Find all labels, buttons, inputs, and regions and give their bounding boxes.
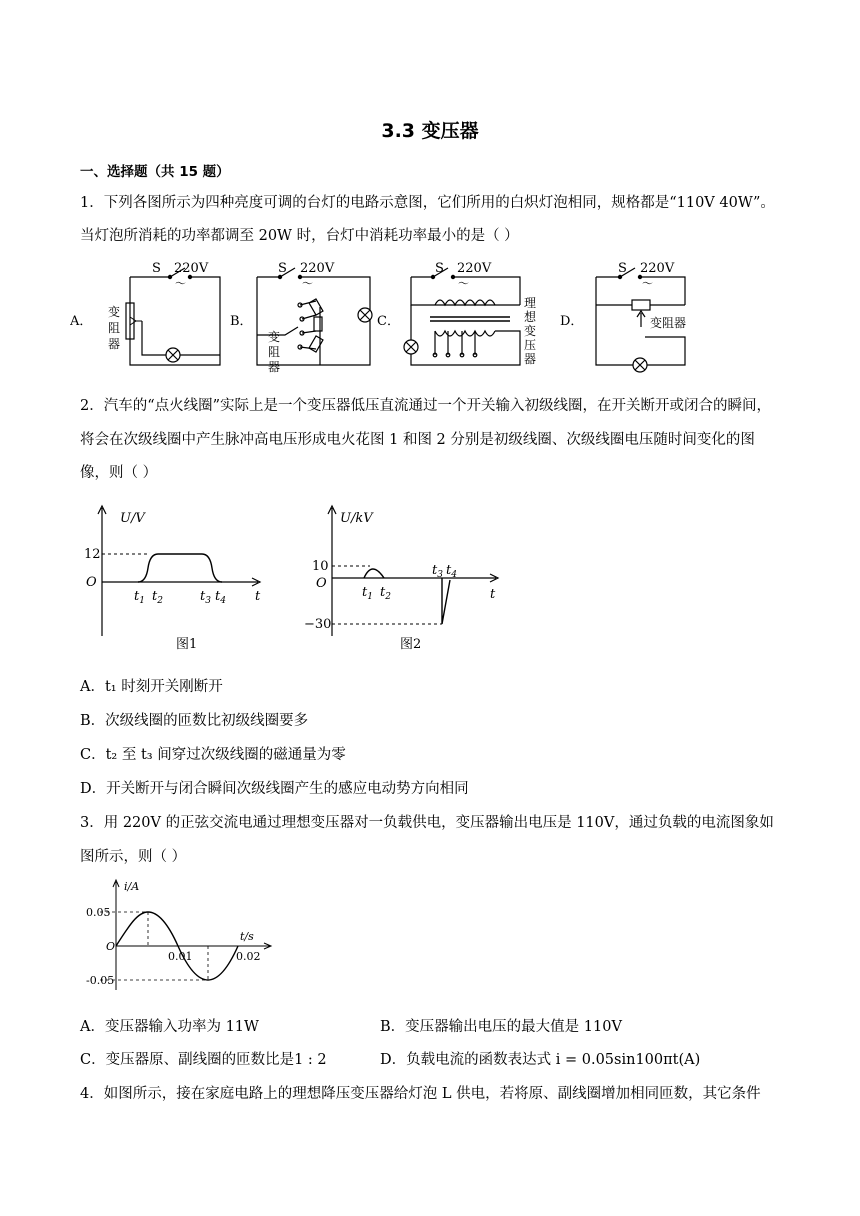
page-title: 3.3 变压器 [381, 120, 479, 142]
q1-option-c-label: C． [377, 314, 400, 329]
svg-text:O: O [316, 576, 327, 591]
svg-text:器: 器 [268, 360, 281, 374]
q4-text-line1: 4．如图所示，接在家庭电路上的理想降压变压器给灯泡 L 供电，若将原、副线圈增加相同匝数，其它条件 [80, 1086, 761, 1102]
q2-figure-2 [300, 500, 510, 660]
svg-text:220V: 220V [300, 261, 335, 276]
svg-text:t4: $t_4$ [215, 589, 226, 606]
q3-option-a: A．变压器输入功率为 11W [80, 1019, 259, 1035]
section-heading: 一、选择题（共 15 题） [80, 164, 230, 180]
q2-text-line1: 2．汽车的“点火线圈”实际上是一个变压器低压直流通过一个开关输入初级线圈，在开关断开或闭合的瞬间， [80, 398, 772, 414]
svg-text:U/V: U/V [120, 511, 145, 526]
svg-text:～: ～ [175, 277, 186, 290]
q3-text-line2: 图所示，则（ ） [80, 849, 187, 865]
svg-text:0.01: 0.01 [168, 950, 193, 963]
svg-text:t/s: t/s [240, 930, 254, 943]
svg-text:变阻器: 变阻器 [650, 316, 687, 330]
q2-text-line2: 将会在次级线圈中产生脉冲高电压形成电火花图 1 和图 2 分别是初级线圈、次级线圈电压随时间变化的图 [80, 432, 755, 448]
svg-text:S: S [152, 261, 161, 276]
svg-text:S: S [618, 261, 627, 276]
svg-text:t3: $t_3$ [200, 589, 211, 606]
svg-text:U/kV: U/kV [340, 511, 373, 526]
svg-text:～: ～ [642, 277, 653, 290]
svg-text:～: ～ [302, 277, 313, 290]
svg-text:220V: 220V [640, 261, 675, 276]
figure-2-caption: 图2 [400, 637, 422, 652]
q2-figure-1 [80, 500, 270, 660]
q1-option-b-label: B． [230, 314, 253, 329]
q2-option-a: A．t₁ 时刻开关刚断开 [80, 679, 223, 695]
svg-text:阻: 阻 [108, 321, 121, 335]
q1-circuit-diagrams [70, 255, 740, 375]
q2-option-d: D．开关断开与闭合瞬间次级线圈产生的感应电动势方向相同 [80, 781, 469, 797]
q2-text-line3: 像，则（ ） [80, 465, 158, 481]
q1-option-d-label: D． [560, 314, 584, 329]
svg-text:t1: $t_1$ [134, 589, 145, 606]
svg-text:t2: $t_2$ [380, 585, 391, 602]
svg-text:器: 器 [524, 352, 537, 366]
svg-text:变: 变 [108, 305, 121, 319]
q2-option-c: C．t₂ 至 t₃ 间穿过次级线圈的磁通量为零 [80, 747, 346, 763]
q3-text-line1: 3．用 220V 的正弦交流电通过理想变压器对一负载供电，变压器输出电压是 110V，通过负载的电流图象如 [80, 815, 774, 831]
svg-text:t4: $t_4$ [446, 563, 457, 580]
svg-text:-0.05: -0.05 [86, 974, 115, 987]
svg-text:12: 12 [84, 547, 101, 562]
svg-text:阻: 阻 [268, 345, 281, 359]
svg-text:0.05: 0.05 [86, 906, 111, 919]
svg-text:t3: $t_3$ [432, 563, 443, 580]
q1-option-a-label: A． [70, 314, 93, 329]
svg-text:0.02: 0.02 [236, 950, 261, 963]
svg-text:O: O [86, 575, 97, 590]
q1-text-line2: 当灯泡所消耗的功率都调至 20W 时，台灯中消耗功率最小的是（ ） [80, 228, 519, 244]
svg-text:压: 压 [524, 338, 537, 352]
svg-text:−30: −30 [304, 617, 332, 632]
svg-text:S: S [278, 261, 287, 276]
figure-1-caption: 图1 [176, 637, 198, 652]
svg-text:S: S [435, 261, 444, 276]
svg-text:变: 变 [268, 330, 281, 344]
q2-option-b: B．次级线圈的匝数比初级线圈要多 [80, 713, 309, 729]
q1-text-line1: 1．下列各图所示为四种亮度可调的台灯的电路示意图，它们所用的白炽灯泡相同，规格都是“110V 40W”。 [80, 195, 775, 211]
svg-text:t1: $t_1$ [362, 585, 373, 602]
svg-text:O: O [106, 940, 116, 953]
q3-option-d: D．负载电流的函数表达式 i = 0.05sin100πt(A) [380, 1052, 701, 1068]
svg-text:10: 10 [312, 559, 329, 574]
svg-text:t2: $t_2$ [152, 589, 163, 606]
svg-text:想: 想 [524, 310, 537, 324]
q3-current-chart [80, 878, 280, 998]
svg-text:t: t [490, 587, 496, 602]
q3-option-b: B．变压器输出电压的最大值是 110V [380, 1019, 622, 1035]
svg-text:220V: 220V [174, 261, 209, 276]
q3-option-c: C．变压器原、副线圈的匝数比是1 : 2 [80, 1052, 327, 1068]
svg-text:220V: 220V [457, 261, 492, 276]
svg-text:t: t [255, 589, 261, 604]
svg-text:i/A: i/A [124, 880, 140, 893]
svg-text:器: 器 [108, 337, 121, 351]
svg-text:变: 变 [524, 324, 537, 338]
svg-text:～: ～ [458, 277, 469, 290]
svg-text:理: 理 [524, 296, 537, 310]
